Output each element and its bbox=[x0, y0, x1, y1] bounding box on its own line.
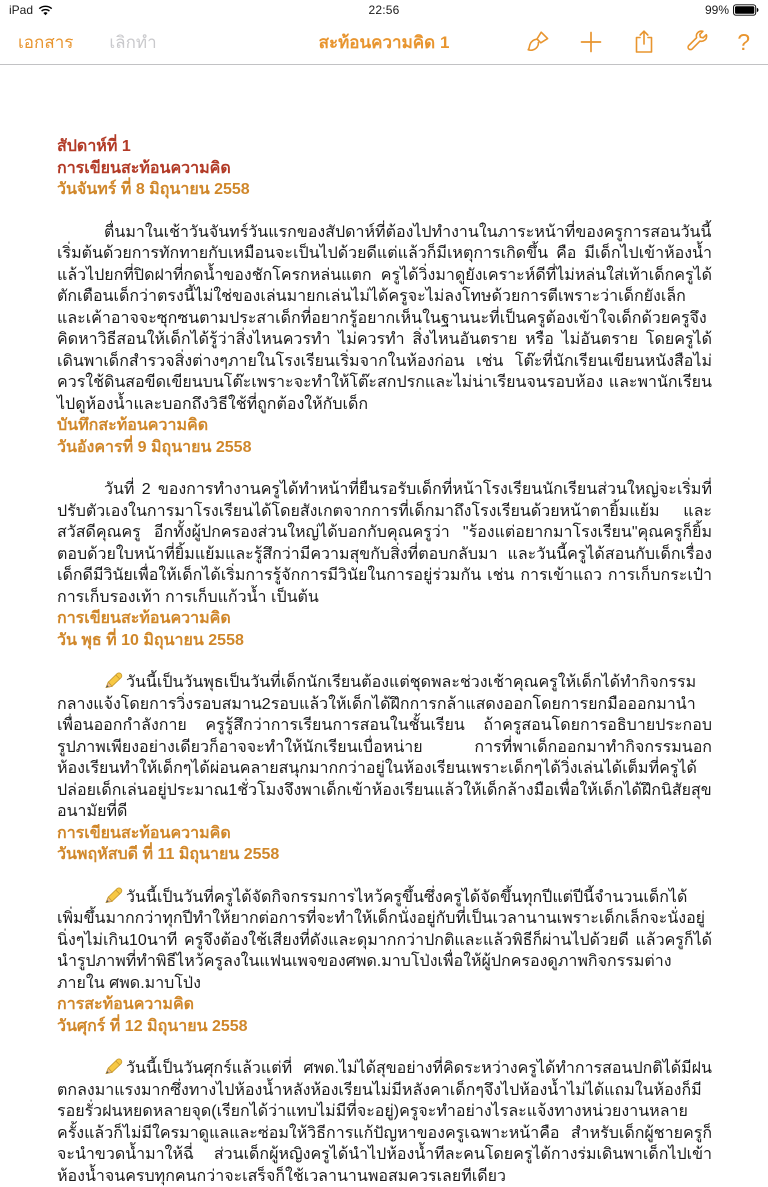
document-title: สะท้อนความคิด 1 bbox=[318, 32, 450, 52]
pencil-icon bbox=[104, 672, 123, 689]
document-paragraph: วันที่ 2 ของการทำงานครูได้ทำหน้าที่ยืนรอรับเด็กที่หน้าโรงเรียนนักเรียนส่วนใหญ่จะเริ่มที่ปรับตัวเองในการมาโรงเรียนได้โดยสังเกตจากการที่เด็กมาถึงโรงเรียนด้วยหน้าตายิ้มแย้ม และสวัสดีคุณครู อีกทั้งผู้ปกครองส่วนใหญ่ได้บอกกับคุณครูว่า "ร้องแต่อยากมาโรงเรียน"คุณครูก็ยิ้มตอบด้วยใบหน้าที่ยิ้มแย้มและรู้สึกว่ามีความสุขกับสิ่งที่ตอบกลับมา และวันนี้ครูได้สอนกับเด็กเรื่อง เด็กดีมีวินัยเพื่อให้เด็กได้เริ่มการรู้จักการมีวินัยในการอยู่ร่วมกัน เช่น การเข้าแถว การเก็บกระเป๋า การเก็บรองเท้า การเก็บแก้วน้ำ เป็นต้น bbox=[57, 481, 712, 606]
section-heading: วัน พุธ ที่ 10 มิถุนายน 2558 bbox=[57, 631, 244, 649]
toolbar-left bbox=[18, 29, 157, 56]
add-button[interactable] bbox=[578, 29, 604, 55]
undo-button[interactable]: เลิกทำ bbox=[109, 29, 156, 56]
document-paragraph: วันนี้เป็นวันศุกร์แล้วแต่ที่ ศพด.ไม่ได้สุขอย่างที่คิดระหว่างครูได้ทำการสอนปกติได้มีฝนตกลงมาแรงมากซึ่งทางไปห้องน้ำหลังห้องเรียนไม่มีหลังคาเด็กๆจึงไปห้องน้ำไม่ได้แถมในห้องก็มีรอยรั่วฝนหยดหลายจุด(เรียกได้ว่าแทบไม่มีที่จะอยู่)ครูจะทำอย่างไรละแจ้งทางหน่วยงานหลายครั้งแล้วก็ไม่มีใครมาดูแลและซ่อมให้วิธีการแก้ปัญหาของครูเฉพาะหน้าคือ สำหรับเด็กผู้ชายครูก็จะนำขวดน้ำมาให้ฉี่ ส่วนเด็กผู้หญิงครูได้นำไปห้องน้ำทีละคนโดยครูได้กางร่มเดินพาเด็กไปเข้าห้องน้ำจนครบทุกคนกว่าจะเสร็จก็ใช้เวลานานพอสมควรเลยทีเดียว bbox=[57, 1060, 712, 1185]
tools-wrench-icon bbox=[684, 29, 710, 55]
document-paragraph: ตื่นมาในเช้าวันจันทร์วันแรกของสัปดาห์ที่ต้องไปทำงานในภาระหน้าที่ของครูการสอนวันนี้เริ่มต้นด้วยการทักทายกับเหมือนจะเป็นไปด้วยดีแต่แล้วก็มีเหตุการเกิดขึ้น คือ มีเด็กไปเข้าห้องน้ำแล้วไปยกที่ปิดฝาที่กดน้ำของชักโครกหล่นแตก ครูได้วิ่งมาดูยังเคราะห์ดีที่ไม่หล่นใส่เท้าเด็กครูได้ตักเตือนเด็กว่าตรงนี้ไม่ใช่ของเล่นมายกเล่นไม่ได้ครูจะไม่ลงโทษด้วยการตีเพราะว่าเด็กยังเล็กและเค้าอาจจะซุกซนตามประสาเด็กที่อยากรู้อยากเห็นในฐานนะที่เป็นครูต้องเข้าใจเด็กด้วยครูจึงคิดหาวิธีสอนให้เด็กได้รู้ว่าสิ่งไหนควรทำ ไม่ควรทำ สิ่งไหนอันตราย หรือ ไม่อันตราย โดยครูได้เดินพาเด็กสำรวจสิ่งต่างๆภายในโรงเรียนเริ่มจากในห้องก่อน เช่น โต๊ะที่นักเรียนเขียนหนังสือไม่ควรใช้ดินสอขีดเขียนบนโต๊ะเพราะจะทำให้โต๊ะสกปรกและไม่น่าเรียนจนรอบห้อง และพานักเรียนไปดูห้องน้ำและบอกถึงวิธีใช้ที่ถูกต้องให้กับเด็ก bbox=[57, 223, 712, 413]
section-heading: การเขียนสะท้อนความคิด bbox=[57, 824, 231, 842]
format-brush-button[interactable] bbox=[525, 29, 551, 55]
document-content[interactable] bbox=[0, 65, 768, 1187]
add-icon bbox=[578, 29, 604, 55]
section-heading: การสะท้อนความคิด bbox=[57, 996, 195, 1013]
section-heading: วันพฤหัสบดี ที่ 11 มิถุนายน 2558 bbox=[57, 846, 280, 863]
pencil-icon bbox=[104, 1058, 123, 1075]
blank-line bbox=[57, 201, 712, 222]
share-button[interactable] bbox=[631, 29, 657, 55]
document-paragraph: วันนี้เป็นวันพุธเป็นวันที่เด็กนักเรียนต้องแต่ชุดพละช่วงเช้าคุณครูให้เด็กได้ทำกิจกรรมกลางแจ้งโดยการวิ่งรอบสมาน2รอบแล้วให้เด็กได้ฝึกการกล้าแสดงออกโดยการยกมือออกมานำเพื่อนออกกำลังกาย ครูรู้สึกว่าการเรียนการสอนในชั้นเรียน ถ้าครูสอนโดยการอธิบายประกอบรูปภาพเพียงอย่างเดียวก็อาจจะทำให้นักเรียนเบื่อหน่าย การที่พาเด็กออกมาทำกิจกรรมนอกห้องเรียนทำให้เด็กๆได้ผ่อนคลายสนุกมากกว่าอยู่ในห้องเรียนเพราะเด็กๆได้วิ่งเล่นได้เต็มที่ครูได้ปล่อยเด็กเล่นอยู่ประมาณ1ชั่วโมงจึงพาเด็กเข้าห้องเรียนแล้วให้เด็กล้างมือเพื่อให้เด็กได้ฝึกนิสัยสุขอนามัยที่ดี bbox=[57, 674, 712, 820]
documents-button[interactable]: เอกสาร bbox=[18, 29, 73, 56]
blank-line bbox=[57, 866, 712, 887]
app-toolbar bbox=[0, 20, 768, 65]
format-brush-icon bbox=[525, 29, 551, 55]
tools-button[interactable] bbox=[684, 29, 710, 55]
section-heading: สัปดาห์ที่ 1 bbox=[57, 138, 131, 155]
section-heading: บันทึกสะท้อนความคิด bbox=[57, 417, 209, 434]
section-heading: การเขียนสะท้อนความคิด bbox=[57, 159, 231, 177]
document-paragraph: วันนี้เป็นวันที่ครูได้จัดกิจกรรมการไหว้ครูขึ้นซึ่งครูได้จัดขึ้นทุกปีแต่ปีนี้จำนวนเด็กได้เพิ่มขึ้นมากกว่าทุกปีทำให้ยากต่อการที่จะทำให้เด็กนั่งอยู่กับที่เป็นเวลานานเพราะเด็กเล็กจะนั่งอยู่นิ่งๆไม่เกิน10นาที ครูจึงต้องใช้เสียงที่ดังและดุมากกว่าปกติและแล้วพิธีก็ผ่านไปด้วยดี แล้วครูก็ได้นำรูปภาพที่ทำพิธีไหว้ครูลงในแฟนเพจของศพด.มาบโป่งเพื่อให้ผู้ปกครองดูภาพกิจกรรมต่างภายใน ศพด.มาบโป่ง bbox=[57, 888, 712, 992]
blank-line bbox=[57, 458, 712, 479]
help-icon: ? bbox=[737, 29, 750, 55]
status-bar bbox=[0, 0, 768, 20]
pencil-icon bbox=[104, 887, 123, 904]
share-icon bbox=[631, 29, 657, 55]
section-heading: วันอังคารที่ 9 มิถุนายน 2558 bbox=[57, 438, 252, 456]
section-heading: วันศุกร์ ที่ 12 มิถุนายน 2558 bbox=[57, 1017, 248, 1035]
device-label: iPad bbox=[9, 3, 34, 17]
toolbar-right bbox=[525, 29, 750, 55]
section-heading: วันจันทร์ ที่ 8 มิถุนายน 2558 bbox=[57, 181, 250, 198]
blank-line bbox=[57, 651, 712, 672]
clock: 22:56 bbox=[368, 3, 400, 17]
battery-percent: 99% bbox=[704, 3, 729, 17]
help-button[interactable] bbox=[737, 29, 750, 55]
section-heading: การเขียนสะท้อนความคิด bbox=[57, 610, 231, 627]
blank-line bbox=[57, 1037, 712, 1058]
